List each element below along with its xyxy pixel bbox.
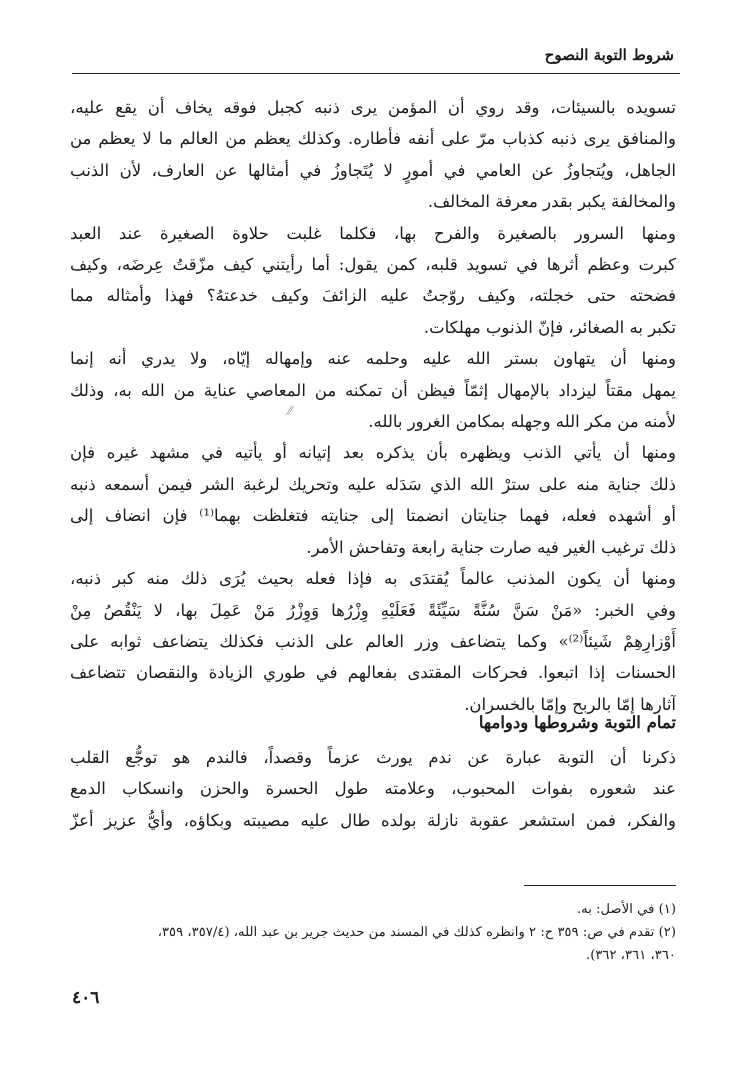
text-line: عند شعوره بفوات المحبوب، وعلامته طول الحسرة والحزن وانسكاب الدمع [70, 779, 676, 799]
header-rule [72, 73, 680, 74]
page-number: ٤٠٦ [72, 988, 100, 1008]
text-line: فضحته حتى خجلته، وكيف روّجتُ عليه الزائفَ وكيف خدعتهُ؟ فهذا وأمثاله مما [70, 286, 676, 306]
text-line: والفكر، فمن استشعر عقوبة نازلة بولده طال عليه مصيبته وبكاؤه، وأيُّ عزيز أعزّ [70, 810, 676, 830]
text-line: تسويده بالسيئات، وقد روي أن المؤمن يرى ذنبه كجبل فوقه يخاف أن يقع عليه، [70, 98, 676, 117]
text-line: آثارها إمّا بالربح وإمّا بالخسران. [464, 694, 676, 714]
text-line: والمخالفة يكبر بقدر معرفة المخالف. [427, 192, 676, 212]
text-line: ذلك ترغيب الغير فيه صارت جناية رابعة وتفاحش الأمر. [306, 537, 676, 557]
text-line: ومنها أن يأتي الذنب ويظهره بأن يذكره بعد إتيانه أو يأتيه في مشهد غيره فإن [70, 443, 676, 463]
text-line: أَوْزارِهِمْ شَيئاً⁽²⁾» وكما يتضاعف وزر العالم على الذنب فكذلك يتضاعف ثوابه على [70, 631, 676, 651]
text-line: وفي الخبر: «مَنْ سَنَّ سُنَّةً سَيِّئَةً فَعَلَيْهِ وِزْرُها وَوِزْرُ مَنْ عَمِلَ بها، لا يَنْقُصُ مِنْ [70, 600, 676, 620]
text-line: يمهل مقتاً ليزداد بالإمهال إثمّاً فيظن أن تمكنه من المعاصي عناية من الله به، وذلك [70, 380, 676, 400]
text-line: تكبر به الصغائر، فإنّ الذنوب مهلكات. [423, 317, 676, 337]
text-line: ذلك جناية منه على سترْ الله الذي سَدَله عليه وتحريك لرغبة الشر فيمن أسمعه ذنبه [70, 474, 676, 494]
text-line: أو أشهده فعله، فهما جنايتان انضمتا إلى جنايته فتغلظت بهما⁽¹⁾ فإن انضاف إلى [70, 506, 676, 526]
text-line: كبرت وعظم أثرها في تسويد قلبه، كمن يقول: أما رأيتني كيف مزّقتُ عِرضَه، وكيف [70, 255, 676, 275]
section-heading: تمام التوبة وشروطها ودوامها [478, 713, 676, 732]
main-text [70, 92, 676, 720]
footnote: (٢) تقدم في ص: ٣٥٩ ح: ٢ وانظره كذلك في المسند من حديث جرير بن عبد الله، (٣٥٧/٤، ٣٥٩، [157, 925, 676, 940]
text-line: ذكرنا أن التوبة عبارة عن ندم يورث عزماً وقصداً، فالندم هو توجُّع القلب [70, 748, 676, 767]
text-line: لأمنه من مكر الله وجهله بمكامن الغرور بالله. [368, 412, 676, 432]
decorative-mark: ⁄⁄ [288, 404, 293, 418]
text-line: ومنها أن يكون المذنب عالماً يُقتدَى به فإذا فعله بحيث يُرَى ذلك منه كبر ذنبه، [70, 569, 676, 589]
text-line: والمنافق يرى ذنبه كذباب مرّ على أنفه فأطاره. وكذلك يعظم من العالم ما لا يعظم من [70, 129, 676, 149]
footnote: ٣٦٠، ٣٦١، ٣٦٢). [586, 948, 676, 963]
running-header: شروط التوبة النصوح [544, 46, 674, 64]
footnote-rule [524, 885, 676, 886]
footnotes [70, 898, 676, 967]
text-line: ومنها أن يتهاون بستر الله عليه وحلمه عنه وإمهاله إيّاه، ولا يدري أنه إنما [70, 349, 676, 369]
footnote: (١) في الأصل: به. [576, 902, 676, 917]
section-text [70, 742, 676, 836]
text-line: ومنها السرور بالصغيرة والفرح بها، فكلما غلبت حلاوة الصغيرة عند العبد [70, 223, 676, 243]
text-line: الجاهل، ويُتجاوزُ عن العامي في أمورٍ لا يُتَجاوزُ في أمثالها عن العارف، لأن الذنب [70, 160, 676, 180]
text-line: الحسنات إذا اتبعوا. فحركات المقتدى بفعالهم في طوري الزيادة والنقصان تتضاعف [70, 663, 676, 683]
